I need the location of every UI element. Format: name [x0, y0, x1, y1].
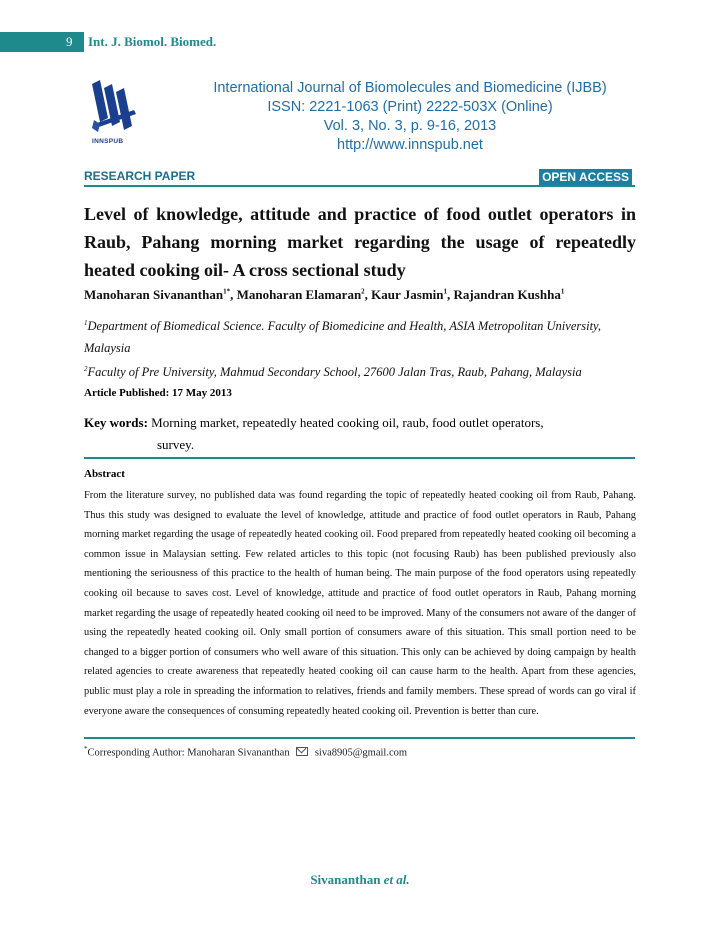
corresponding-author — [84, 745, 407, 759]
open-access-badge: OPEN ACCESS — [539, 169, 632, 185]
author-name: Kaur Jasmin — [371, 287, 444, 302]
author-name: Rajandran Kushha — [453, 287, 561, 302]
abstract-body: From the literature survey, no published data was found regarding the topic of repeatedly heated cooking oil from Raub, Pahang. Thus this study was designed to evaluate the level of knowledge, attitude and practice of food outlet operators in Raub, Pahang morning market regarding the usage of repeatedly heated cooking oil. Food prepared from repeatedly heated cooking oil becoming a common issue in Malaysian setting. Few related articles to this topic (not focusing Raub) has been published previously also mentioning the seriousness of this practice to the health of human being. The main purpose of the food operators using repeatedly cooking oil because to saves cost. Level of knowledge, attitude and practice of food outlet operators in Raub, Pahang morning market regarding the usage of repeatedly heated cooking oil need to be improved. Many of the consumers not aware of the danger of using the repeatedly heated cooking oil. Only small portion of consumers aware of this situation. This small portion need to be changed to a bigger portion of consumers who well aware of this situation. This only can be achieved by doing campaign by health related agencies to create awareness that repeatedly heated cooking oil can cause harm to the health. Apart from these agencies, public must play a role in spreading the information to relatives, friends and family members. These spread of words can go viral if everyone aware the consequences of consuming repeatedly heated cooking oil. Prevention is better than cure. — [84, 490, 636, 717]
corresponding-label: Corresponding Author: Manoharan Sivananthan — [87, 747, 290, 759]
journal-volume: Vol. 3, No. 3, p. 9-16, 2013 — [323, 118, 497, 134]
abstract-divider-bottom — [84, 737, 635, 739]
journal-name: International Journal of Biomolecules and Biomedicine (IJBB) — [213, 80, 607, 96]
running-header-journal: Int. J. Biomol. Biomed. — [88, 34, 217, 49]
journal-issn: ISSN: 2221-1063 (Print) 2222-503X (Online) — [267, 99, 553, 115]
keywords-label: Key words: — [84, 415, 148, 430]
page-number: 9 — [66, 34, 73, 49]
author-affil-mark: 2 — [361, 287, 365, 296]
affiliation-text: Department of Biomedical Science. Faculty of Biomedicine and Health, ASIA Metropolitan University, Malaysia — [84, 319, 602, 356]
abstract-heading: Abstract — [84, 468, 125, 480]
abstract-divider-top — [84, 457, 635, 459]
innspub-logo — [90, 80, 138, 150]
author-affil-mark: 1 — [443, 287, 448, 296]
author-name: Manoharan Sivananthan — [84, 287, 224, 302]
research-paper-label: RESEARCH PAPER — [84, 169, 196, 183]
author-name: Manoharan Elamaran — [236, 287, 362, 302]
author-list: Manoharan Sivananthan$^{1*}$, Manoharan Elamaran$^2$, Kaur Jasmin$^1$, Rajandran Kushha$^1$ — [84, 287, 565, 302]
affiliation-2 — [84, 358, 636, 383]
author-affil-mark: 1 — [560, 287, 565, 296]
affiliation-text: Faculty of Pre University, Mahmud Secondary School, 27600 Jalan Tras, Raub, Pahang, Malaysia — [87, 365, 582, 380]
journal-url[interactable]: http://www.innspub.net — [337, 137, 483, 153]
article-title: Level of knowledge, attitude and practice of food outlet operators in Raub, Pahang morning market regarding the usage of repeatedly heated cooking oil- A cross sectional study — [84, 204, 636, 280]
affiliation-1 — [84, 312, 636, 359]
author-affil-mark: 1* — [223, 287, 231, 296]
corresponding-mark: * — [84, 745, 88, 753]
affiliation-mark: 2 — [84, 365, 88, 373]
footer-author: Sivananthan — [310, 872, 381, 887]
published-date: Article Published: 17 May 2013 — [84, 387, 232, 399]
keywords-line-1: Morning market, repeatedly heated cooking oil, raub, food outlet operators, — [151, 415, 544, 430]
logo-text: INNSPUB — [92, 138, 124, 145]
mail-icon — [296, 747, 308, 756]
affiliation-mark: 1 — [84, 319, 88, 327]
keywords-line-2: survey. — [157, 437, 195, 452]
footer-etal: et al. — [383, 872, 410, 887]
keywords — [84, 412, 636, 456]
top-divider — [84, 185, 635, 187]
corresponding-email[interactable]: siva8905@gmail.com — [314, 747, 408, 759]
running-footer — [0, 872, 720, 888]
